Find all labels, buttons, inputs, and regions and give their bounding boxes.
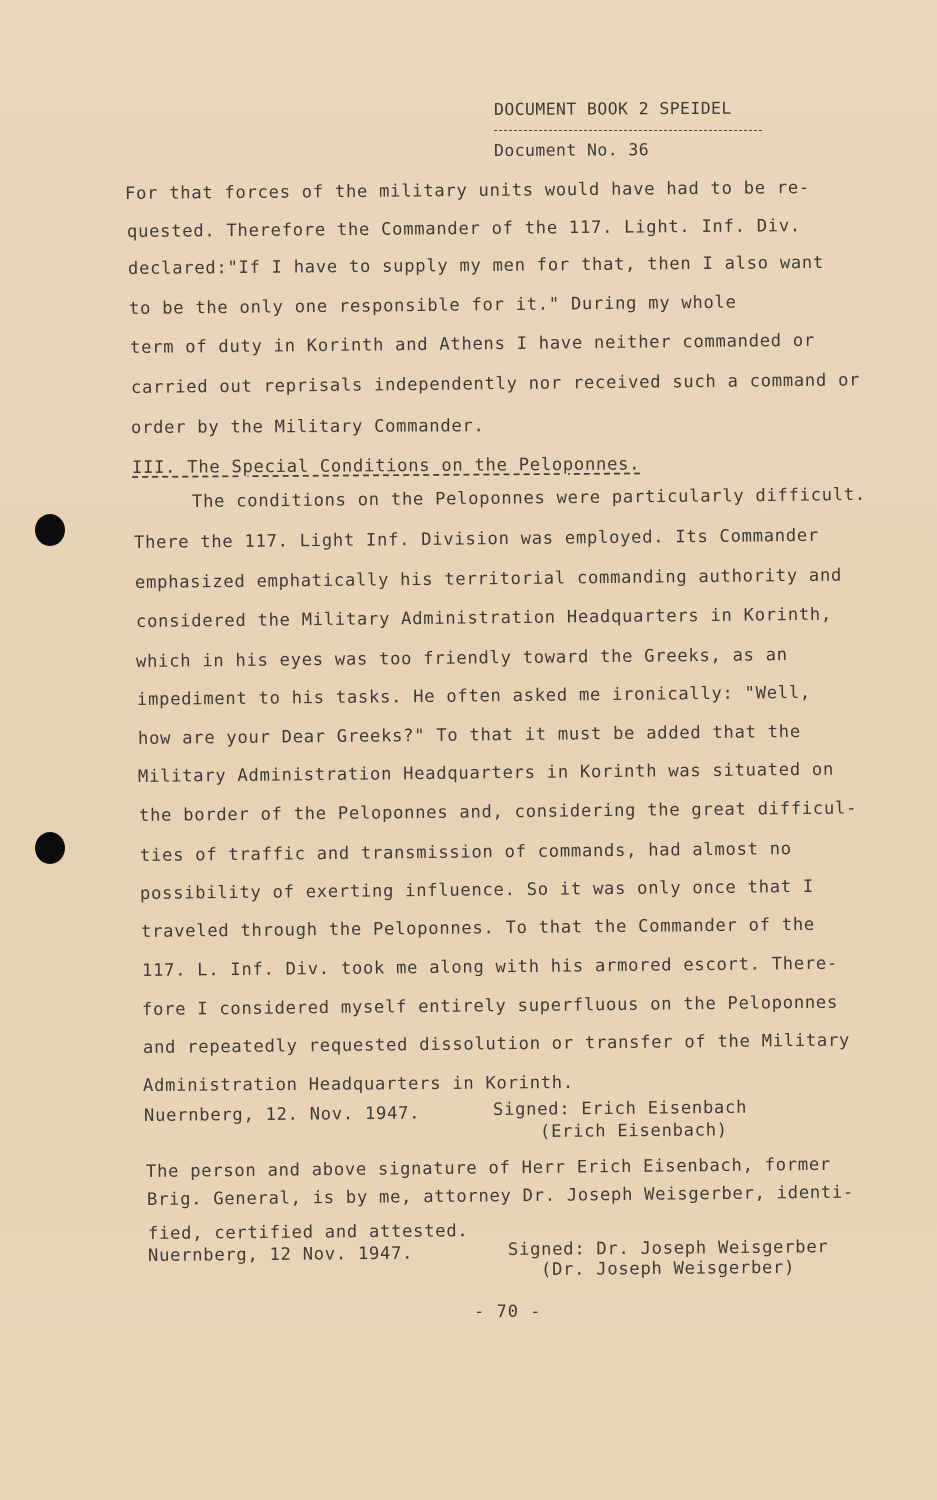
signature-place-date: Nuernberg, 12. Nov. 1947. (143, 1103, 421, 1126)
body-line: Military Administration Headquarters in Korinth was situated on (137, 759, 835, 787)
signature-place-date: Nuernberg, 12 Nov. 1947. (147, 1243, 414, 1266)
body-line: order by the Military Commander. (130, 416, 485, 438)
body-line: which in his eyes was too friendly toward the Greeks, as an (135, 645, 788, 672)
body-line: There the 117. Light Inf. Division was employed. Its Commander (133, 525, 820, 553)
certification-line: Brig. General, is by me, attorney Dr. Joseph Weisgerber, identi- (146, 1182, 855, 1210)
certification-line: fied, certified and attested. (147, 1221, 469, 1244)
body-line: 117. L. Inf. Div. took me along with his armored escort. There- (141, 953, 839, 981)
body-line: The conditions on the Peloponnes were particularly difficult. (191, 484, 866, 512)
body-line: how are your Dear Greeks?" To that it must be added that the (137, 722, 801, 749)
signature-name: (Dr. Joseph Weisgerber) (540, 1257, 796, 1280)
header-divider (494, 130, 762, 131)
body-line: ties of traffic and transmission of commands, had almost no (139, 839, 792, 866)
document-number: Document No. 36 (493, 140, 650, 160)
body-line: possibility of exerting influence. So it was only once that I (139, 876, 814, 904)
body-line: carried out reprisals independently nor received such a command or (130, 370, 861, 398)
page-number: - 70 - (474, 1302, 542, 1322)
signature-signed: Signed: Erich Eisenbach (492, 1097, 748, 1120)
body-line: fore I considered myself entirely superfluous on the Peloponnes (141, 992, 839, 1020)
body-line: emphasized emphatically his territorial commanding authority and (134, 565, 843, 593)
body-line: declared:"If I have to supply my men for that, then I also want (127, 252, 825, 279)
body-line: For that forces of the military units would have had to be re- (124, 178, 811, 204)
body-line: traveled through the Peloponnes. To that the Commander of the (140, 914, 815, 942)
punch-hole (35, 832, 65, 864)
section-heading: III. The Special Conditions on the Peloponnes. (131, 454, 641, 478)
body-line: Administration Headquarters in Korinth. (142, 1072, 574, 1096)
signature-name: (Erich Eisenbach) (539, 1120, 728, 1142)
punch-hole (35, 514, 65, 546)
body-line: impediment to his tasks. He often asked me ironically: "Well, (136, 682, 811, 710)
body-line: the border of the Peloponnes and, considering the great difficul- (138, 798, 858, 826)
signature-signed: Signed: Dr. Joseph Weisgerber (507, 1237, 829, 1260)
body-line: to be the only one responsible for it." During my whole (128, 292, 737, 319)
certification-line: The person and above signature of Herr Erich Eisenbach, former (145, 1154, 832, 1182)
body-line: considered the Military Administration Headquarters in Korinth, (135, 604, 833, 632)
document-book-title: DOCUMENT BOOK 2 SPEIDEL (493, 98, 732, 119)
body-line: term of duty in Korinth and Athens I have neither commanded or (129, 330, 816, 358)
body-line: and repeatedly requested dissolution or transfer of the Military (142, 1030, 851, 1058)
body-line: quested. Therefore the Commander of the 117. Light. Inf. Div. (126, 216, 801, 242)
